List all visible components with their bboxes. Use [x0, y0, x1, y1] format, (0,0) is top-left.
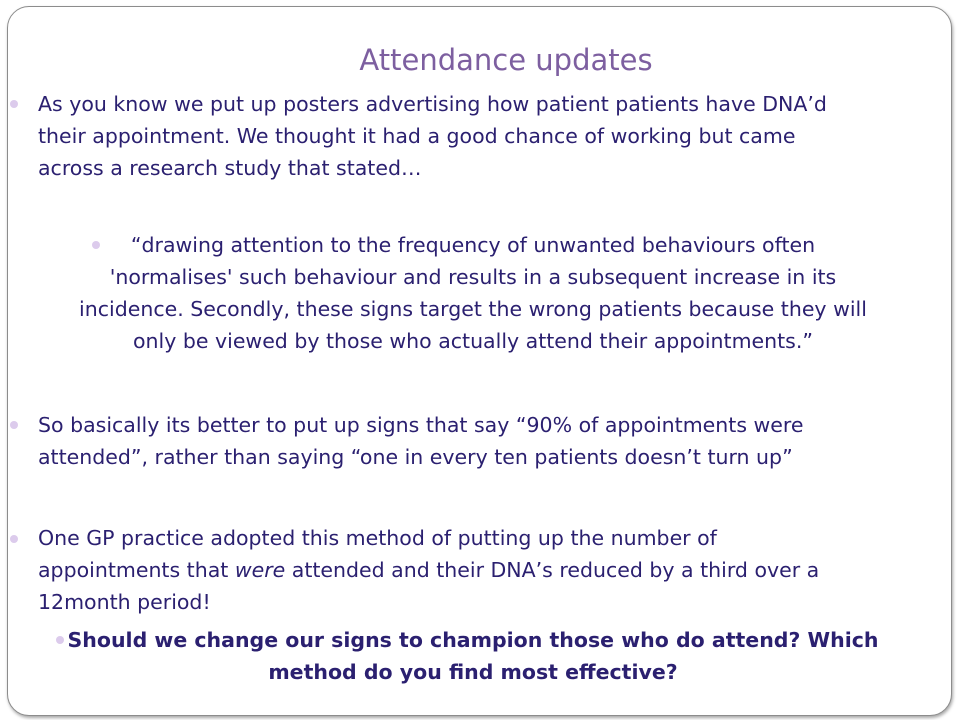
bullet-line: As you know we put up posters advertising how patient patients have DNA’d	[38, 92, 827, 116]
bullet-posters	[38, 88, 827, 184]
quote-line: incidence. Secondly, these signs target the wrong patients because they will	[79, 297, 867, 321]
bullet-question	[14, 624, 932, 688]
question-line: method do you find most effective?	[268, 660, 678, 684]
slide-title: Attendance updates	[359, 43, 653, 77]
bullet-line	[38, 554, 819, 586]
bullet-signs	[38, 409, 804, 473]
bullet-line: attended”, rather than saying “one in every ten patients doesn’t turn up”	[38, 445, 793, 469]
bullet-gp-practice	[38, 522, 819, 618]
quote-line: only be viewed by those who actually attend their appointments.”	[132, 329, 814, 353]
bullet-dot	[10, 100, 18, 108]
quote-line: 'normalises' such behaviour and results in a subsequent increase in its	[109, 265, 837, 289]
emphasis-text: were	[234, 558, 286, 582]
bullet-line: One GP practice adopted this method of putting up the number of	[38, 526, 717, 550]
question-line: Should we change our signs to champion those who do attend? Which	[67, 628, 879, 652]
bullet-line: 12month period!	[38, 590, 211, 614]
line-text: attended and their DNA’s reduced by a third over a	[285, 558, 820, 582]
bullet-dot	[10, 421, 18, 429]
bullet-line: So basically its better to put up signs that say “90% of appointments were	[38, 413, 804, 437]
bullet-line: across a research study that stated…	[38, 156, 422, 180]
bullet-dot	[10, 535, 18, 543]
line-text: appointments that	[38, 558, 235, 582]
bullet-line: their appointment. We thought it had a good chance of working but came	[38, 124, 796, 148]
quote-line: “drawing attention to the frequency of unwanted behaviours often	[130, 233, 816, 257]
bullet-quote	[14, 229, 932, 357]
